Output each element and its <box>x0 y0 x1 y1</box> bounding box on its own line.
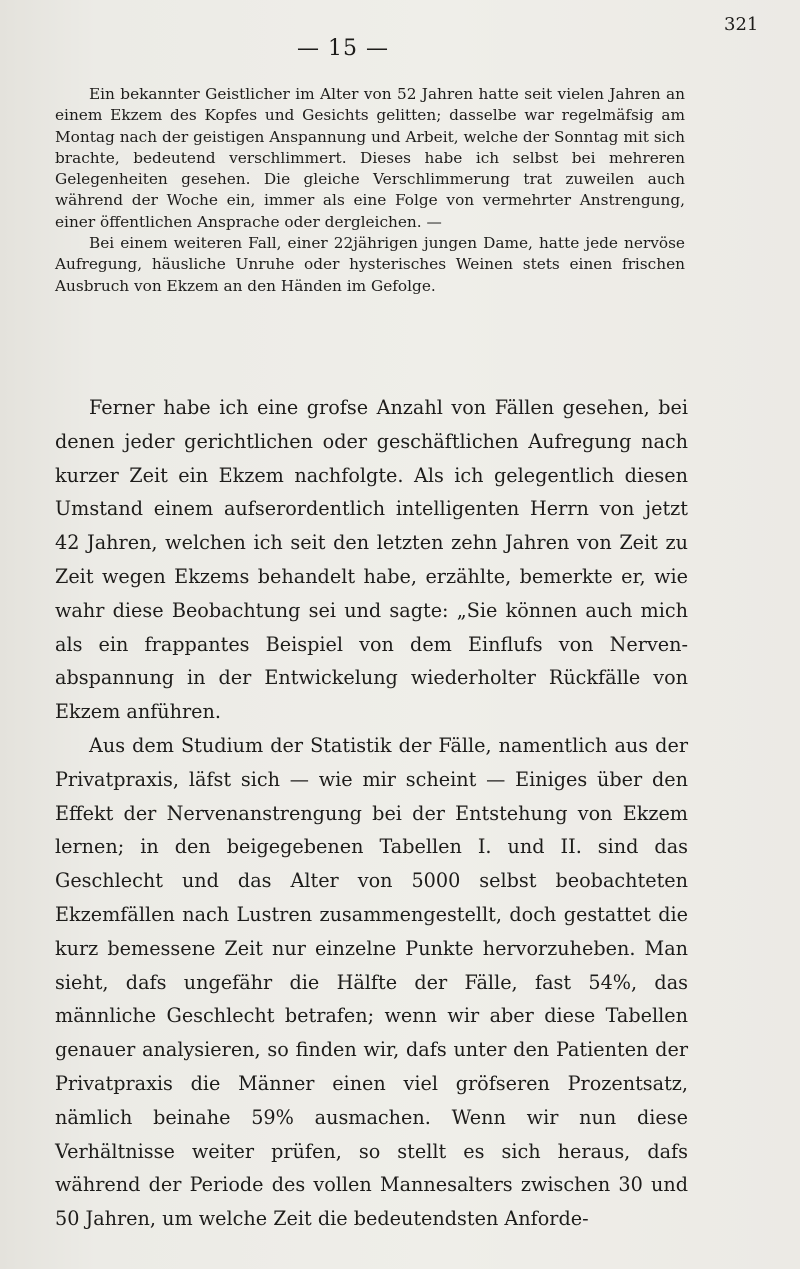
small-print-section <box>55 84 685 297</box>
body-paragraph: Ferner habe ich eine grofse Anzahl von Fällen gesehen, bei denen jeder gerichtlichen oder geschäftlichen Aufregung nach kurzer Zeit ein Ekzem nachfolgte. Als ich gelegentlich diesen Umstand einem aufserordentlich intelligenten Herrn von jetzt 42 Jahren, welchen ich seit den letzten zehn Jahren von Zeit zu Zeit wegen Ekzems behandelt habe, erzählte, bemerkte er, wie wahr diese Beobachtung sei und sagte: „Sie können auch mich als ein frappantes Beispiel von dem Einflufs von Nerven-abspannung in der Entwickelung wiederholter Rückfälle von Ekzem anführen. <box>55 396 688 724</box>
page-number: — 15 — <box>297 36 389 61</box>
sheet-number: 321 <box>724 14 759 35</box>
body-text <box>55 391 688 1236</box>
page-header <box>0 0 800 60</box>
small-print-paragraph: Bei einem weiteren Fall, einer 22jährigen jungen Dame, hatte jede nervöse Aufregung, häusliche Unruhe oder hysterisches Weinen stets einen frischen Ausbruch von Ekzem an den Händen im Gefolge. <box>55 234 685 295</box>
small-print-paragraph: Ein bekannter Geistlicher im Alter von 52 Jahren hatte seit vielen Jahren an einem Ekzem des Kopfes und Gesichts gelitten; dasselbe war regelmäfsig am Montag nach der geistigen Anspannung und Arbeit, welche der Sonntag mit sich brachte, bedeutend verschlimmert. Dieses habe ich selbst bei mehreren Gelegenheiten gesehen. Die gleiche Verschlimmerung trat zuweilen auch während der Woche ein, immer als eine Folge von vermehrter Anstrengung, einer öffentlichen Ansprache oder dergleichen. — <box>55 85 685 231</box>
body-paragraph: Aus dem Studium der Statistik der Fälle, namentlich aus der Privatpraxis, läfst sich — wie mir scheint — Einiges über den Effekt der Nervenanstrengung bei der Entstehung von Ekzem lernen; in den beigegebenen Tabellen I. und II. sind das Geschlecht und das Alter von 5000 selbst beobachteten Ekzemfällen nach Lustren zusammengestellt, doch gestattet die kurz bemessene Zeit nur einzelne Punkte hervorzuheben. Man sieht, dafs ungefähr die Hälfte der Fälle, fast 54%, das männliche Geschlecht betrafen; wenn wir aber diese Tabellen genauer analysieren, so finden wir, dafs unter den Patienten der Privatpraxis die Männer einen viel gröfseren Prozentsatz, nämlich beinahe 59% ausmachen. Wenn wir nun diese Verhältnisse weiter prüfen, so stellt es sich heraus, dafs während der Periode des vollen Mannesalters zwischen 30 und 50 Jahren, um welche Zeit die bedeutendsten Anforde- <box>55 733 688 1231</box>
